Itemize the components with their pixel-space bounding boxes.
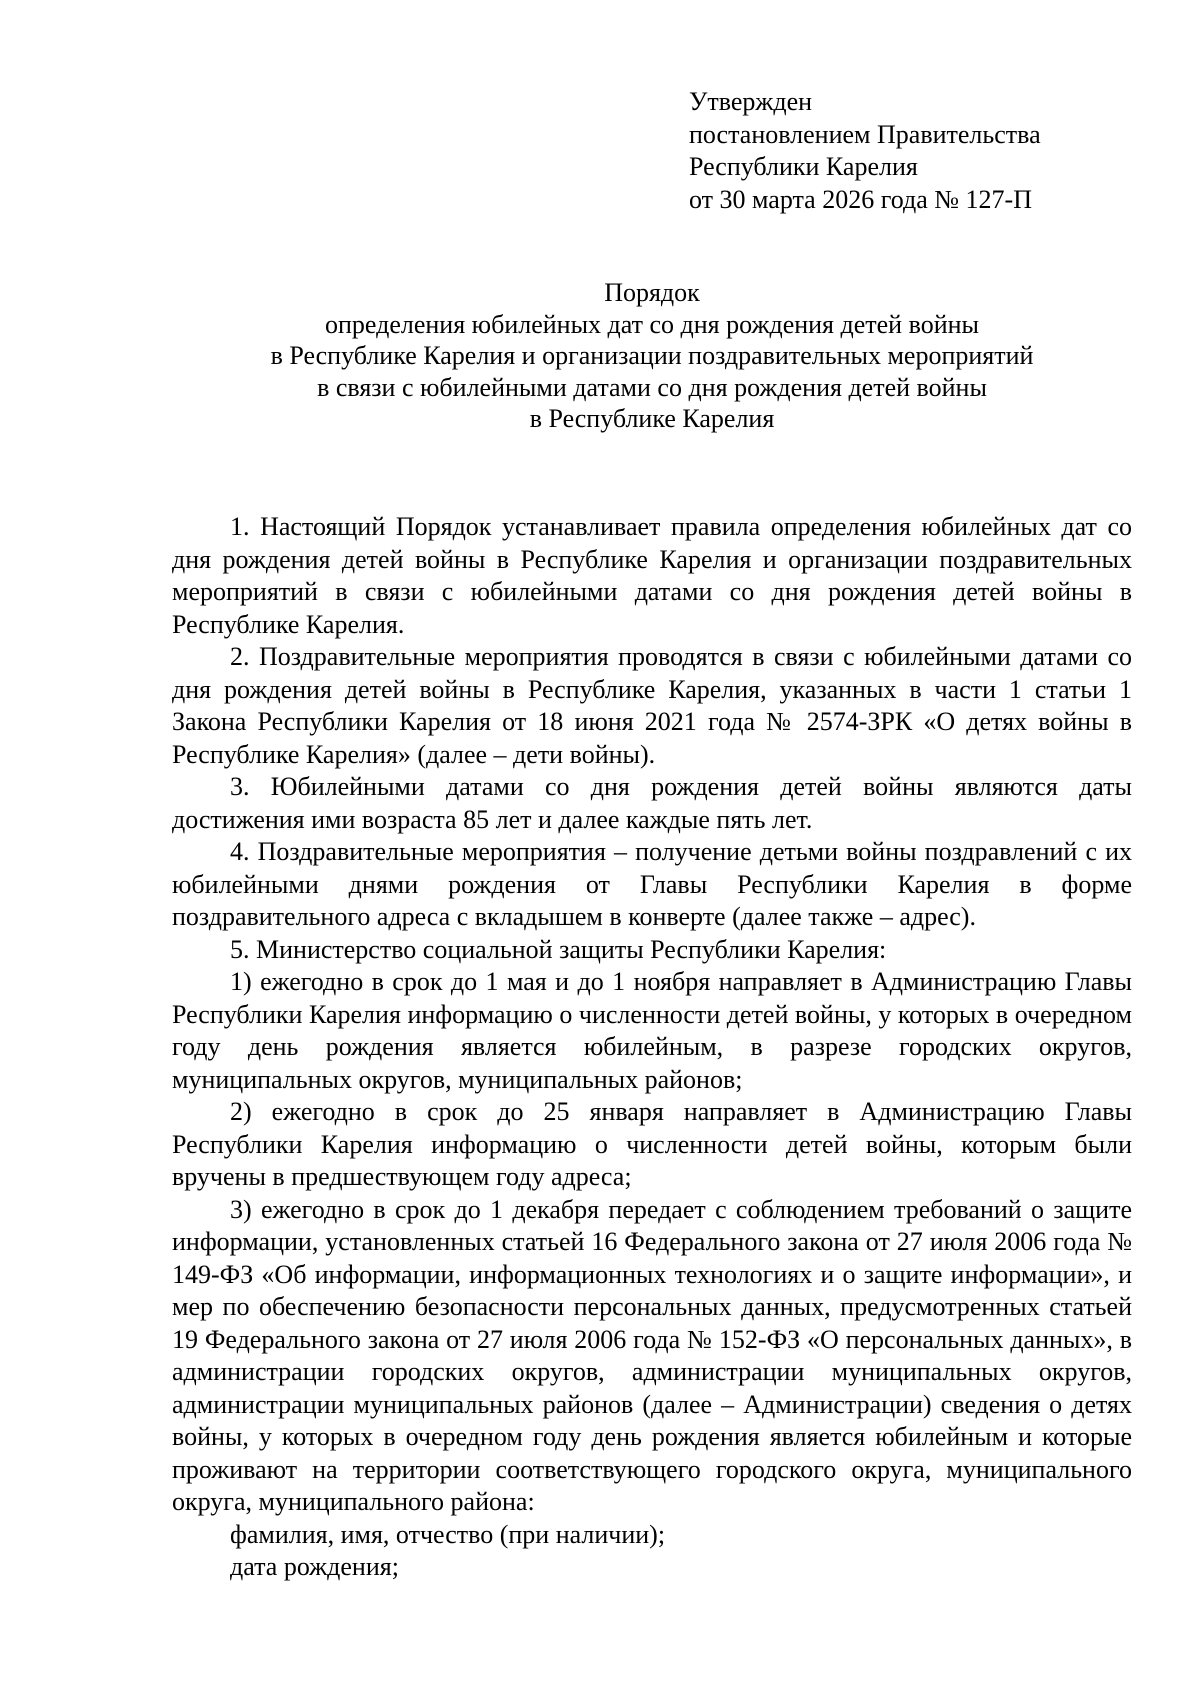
document-body xyxy=(172,511,1132,1584)
list-entry-birthdate: дата рождения; xyxy=(230,1552,399,1581)
paragraph-2: 2. Поздравительные мероприятия проводятся в связи с юбилейными датами со дня рождения детей войны в Республике Карелия, указанных в части 1 статьи 1 Закона Республики Карелия от 18 июня 2021 года № 2574-ЗРК «О детях войны в Республике Карелия» (далее – дети войны). xyxy=(172,642,1132,769)
title-line: в связи с юбилейными датами со дня рождения детей войны xyxy=(317,372,987,402)
approval-line: постановлением Правительства xyxy=(689,119,1041,149)
approval-line: Утвержден xyxy=(689,87,813,116)
paragraph-3: 3. Юбилейными датами со дня рождения детей войны являются даты достижения ими возраста 85 лет и далее каждые пять лет. xyxy=(172,772,1132,834)
title-line: определения юбилейных дат со дня рождения детей войны xyxy=(324,309,979,339)
subitem-1: 1) ежегодно в срок до 1 мая и до 1 ноября направляет в Администрацию Главы Республики Карелия информацию о численности детей войны, у которых в очередном году день рождения является юбилейным, в разрезе городских округов, муниципальных округов, муниципальных районов; xyxy=(172,967,1132,1094)
list-entry-fullname: фамилия, имя, отчество (при наличии); xyxy=(230,1519,666,1549)
document-title xyxy=(172,277,1132,435)
paragraph-5: 5. Министерство социальной защиты Республики Карелия: xyxy=(230,934,887,964)
approval-line: Республики Карелия xyxy=(689,152,918,181)
subitem-2: 2) ежегодно в срок до 25 января направляет в Администрацию Главы Республики Карелия информацию о численности детей войны, которым были вручены в предшествующем году адреса; xyxy=(172,1097,1132,1191)
title-line: в Республике Карелия xyxy=(529,404,775,433)
approval-stamp xyxy=(689,86,1149,216)
title-line: в Республике Карелия и организации поздравительных мероприятий xyxy=(270,341,1034,370)
paragraph-4: 4. Поздравительные мероприятия – получение детьми войны поздравлений с их юбилейными днями рождения от Главы Республики Карелия в форме поздравительного адреса с вкладышем в конверте (далее также – адрес). xyxy=(172,837,1132,931)
subitem-3: 3) ежегодно в срок до 1 декабря передает с соблюдением требований о защите информации, установленных статьей 16 Федерального закона от 27 июля 2006 года № 149-ФЗ «Об информации, информационных технологиях и о защите информации», и мер по обеспечению безопасности персональных данных, предусмотренных статьей 19 Федерального закона от 27 июля 2006 года № 152-ФЗ «О персональных данных», в администрации городских округов, администрации муниципальных округов, администрации муниципальных районов (далее – Администрации) сведения о детях войны, у которых в очередном году день рождения является юбилейным и которые проживают на территории соответствующего городского округа, муниципального округа, муниципального района: xyxy=(172,1194,1132,1516)
approval-line: от 30 марта 2026 года № 127-П xyxy=(689,184,1032,214)
paragraph-1: 1. Настоящий Порядок устанавливает правила определения юбилейных дат со дня рождения детей войны в Республике Карелия и организации поздравительных мероприятий в связи с юбилейными датами со дня рождения детей войны в Республике Карелия. xyxy=(172,512,1132,639)
title-heading: Порядок xyxy=(604,278,700,307)
